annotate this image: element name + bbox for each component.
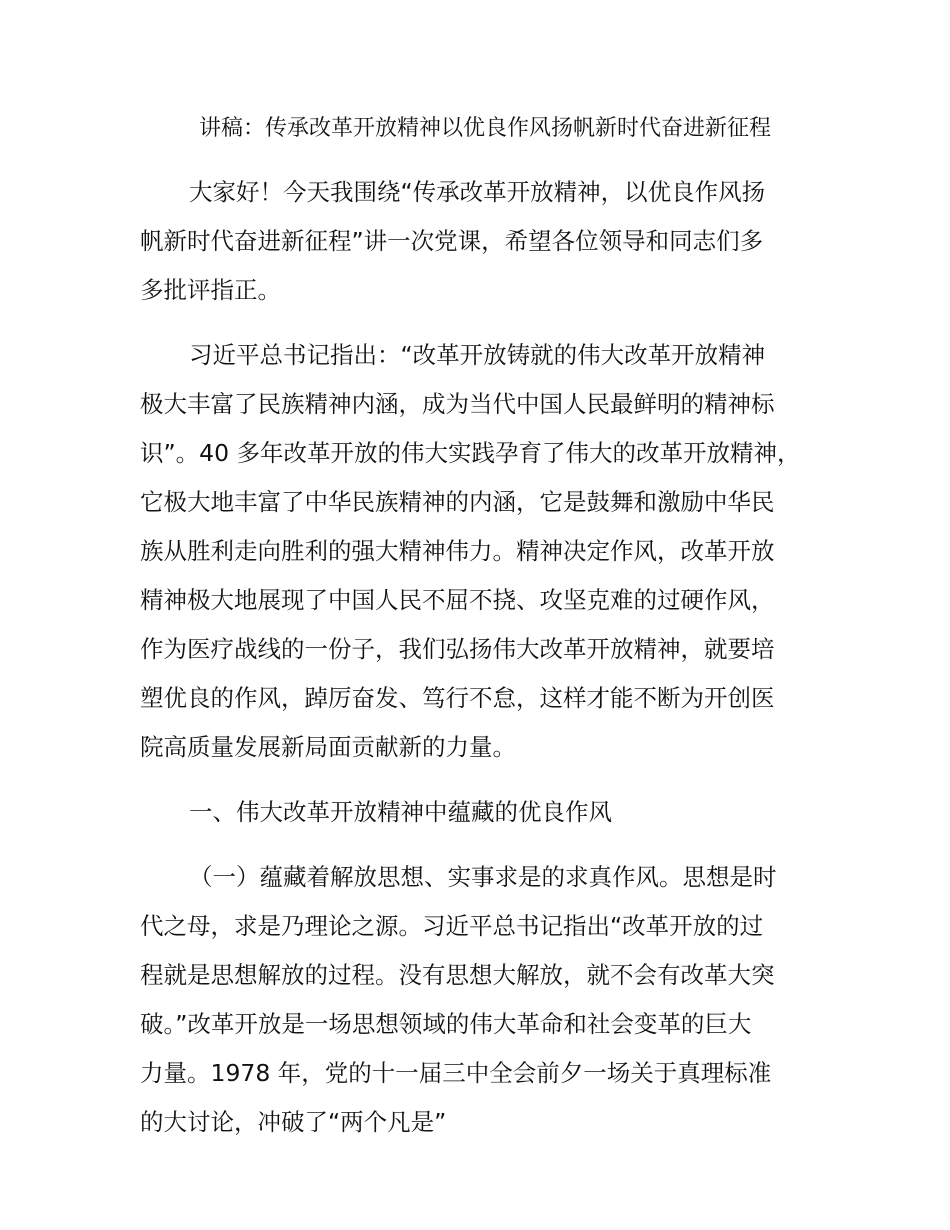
text-line: 力量。1978 年，党的十一届三中全会前夕一场关于真理标准 [140,1059,772,1087]
text-line: 代之母，求是乃理论之源。习近平总书记指出“改革开放的过 [140,912,764,940]
text-line: 的大讨论，冲破了“两个凡是” [140,1108,447,1136]
text-line: 破。”改革开放是一场思想领域的伟大革命和社会变革的巨大 [140,1010,752,1038]
text-line: 大家好！今天我围绕“传承改革开放精神，以优良作风扬 [189,178,766,206]
document-title: 讲稿：传承改革开放精神以优良作风扬帆新时代奋进新征程 [198,116,771,141]
document-body [140,168,830,1163]
text-line: 它极大地丰富了中华民族精神的内涵，它是鼓舞和激励中华民 [140,488,775,516]
text-line: 族从胜利走向胜利的强大精神伟力。精神决定作风，改革开放 [140,537,775,565]
section-heading: 一、伟大改革开放精神中蕴藏的优良作风 [189,798,612,826]
paragraph-quote [140,331,830,772]
text-line: 极大丰富了民族精神内涵，成为当代中国人民最鲜明的精神标 [140,390,775,418]
text-line: 识”。40 多年改革开放的伟大实践孕育了伟大的改革开放精神， [140,439,801,467]
text-line: 程就是思想解放的过程。没有思想大解放，就不会有改革大突 [140,961,775,989]
paragraph-subsection [140,853,830,1147]
text-line: 院高质量发展新局面贡献新的力量。 [140,733,516,761]
text-line: 多批评指正。 [140,276,281,304]
text-line: 作为医疗战线的一份子，我们弘扬伟大改革开放精神，就要培 [140,635,775,663]
text-line: 习近平总书记指出：“改革开放铸就的伟大改革开放精神 [189,341,766,369]
paragraph-greeting [140,168,830,315]
text-line: 帆新时代奋进新征程”讲一次党课，希望各位领导和同志们多 [140,227,764,255]
text-line: 塑优良的作风，踔厉奋发、笃行不怠，这样才能不断为开创医 [140,684,775,712]
text-line: （一）蕴藏着解放思想、实事求是的求真作风。思想是时 [189,863,777,891]
text-line: 精神极大地展现了中国人民不屈不挠、攻坚克难的过硬作风， [140,586,775,614]
